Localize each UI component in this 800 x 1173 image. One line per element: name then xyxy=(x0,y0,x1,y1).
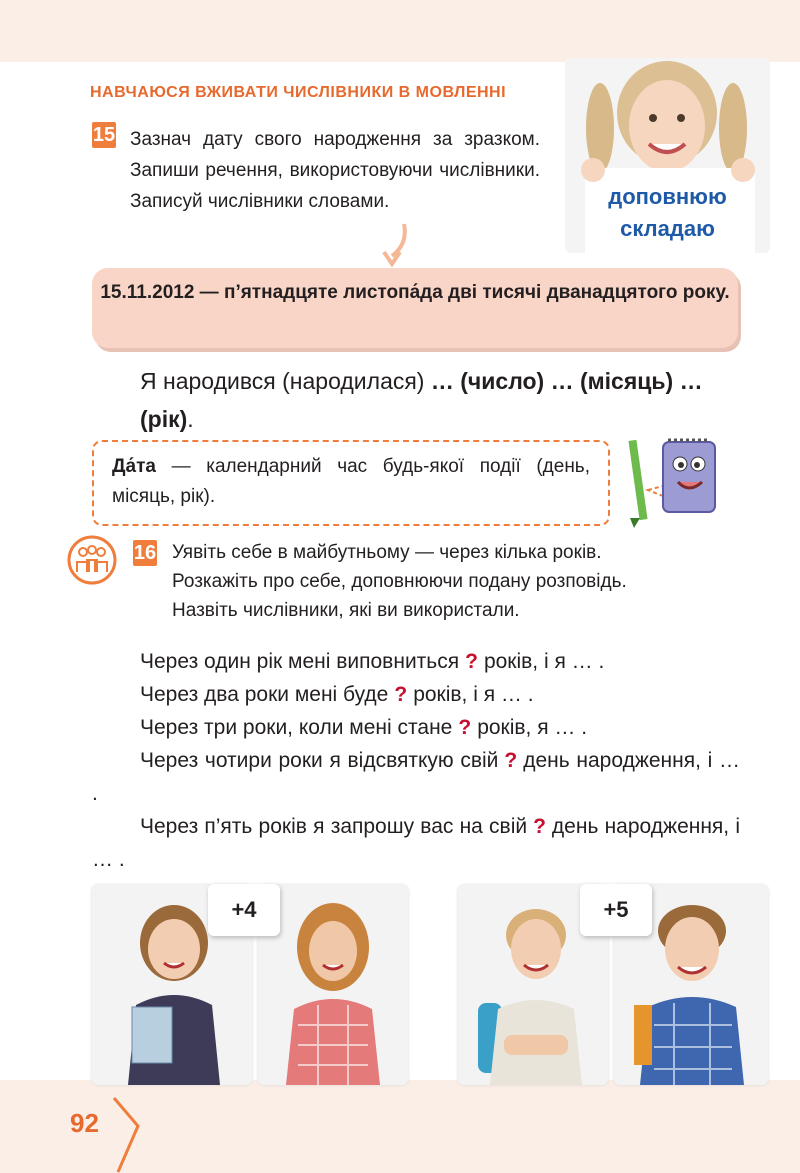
story-line-4-end: день народження, і … . xyxy=(92,749,740,805)
task-16-line-1: Уявіть себе в майбутньому — через кілька років. xyxy=(172,542,602,563)
notebook-mascot-icon xyxy=(608,432,728,528)
task-16-number: 16 xyxy=(133,542,157,564)
page-corner-decoration-icon xyxy=(108,1096,142,1173)
example-date: 15.11.2012 xyxy=(100,282,195,303)
story-line-2-end: років, і я … . xyxy=(413,683,534,706)
story-line-4 xyxy=(92,744,740,810)
story-text xyxy=(92,645,740,876)
story-line-4-start: Через чотири роки я відсвяткую свій xyxy=(140,749,499,772)
task-16-text xyxy=(172,538,742,625)
section-title: НАВЧАЮСЯ ВЖИВАТИ ЧИСЛІВНИКИ В МОВЛЕННІ xyxy=(90,84,507,101)
girl-card-caption-2: складаю xyxy=(620,216,715,241)
question-mark-icon: ? xyxy=(504,749,518,772)
story-line-1-end: років, і я … . xyxy=(483,650,605,673)
question-mark-icon: ? xyxy=(458,716,472,739)
example-text xyxy=(92,278,738,308)
story-line-2-start: Через два роки мені буде xyxy=(140,683,389,706)
age-plus-tag-right: +5 xyxy=(580,884,652,936)
story-line-2 xyxy=(92,678,740,711)
age-plus-tag-left: +4 xyxy=(208,884,280,936)
story-line-5 xyxy=(92,810,740,876)
task-16-line-2: Розкажіть про себе, доповнюючи подану розповідь. xyxy=(172,571,627,592)
page-number: 92 xyxy=(70,1108,99,1138)
question-mark-icon: ? xyxy=(533,815,546,838)
question-mark-icon: ? xyxy=(394,683,408,706)
story-line-3-end: років, я … . xyxy=(477,716,588,739)
question-mark-icon: ? xyxy=(465,650,478,673)
curved-arrow-icon xyxy=(378,222,414,268)
task-16-line-3: Назвіть числівники, які ви використали. xyxy=(172,600,520,621)
girl-card-caption-1: доповнюю xyxy=(608,184,727,209)
task-15-number: 15 xyxy=(92,124,116,146)
template-sentence xyxy=(140,362,740,438)
sentence-end: . xyxy=(187,406,194,432)
example-words: — п’ятнадцяте листопа́да дві тисячі дванадцятого року. xyxy=(194,282,730,303)
top-band xyxy=(0,0,800,62)
definition-text xyxy=(112,452,590,512)
girl-in-plaid-shirt-image xyxy=(258,885,408,1085)
sentence-blanks: … (число) … (місяць) … (рік) xyxy=(140,368,703,432)
definition-term: Да́та xyxy=(112,456,156,477)
sentence-plain: Я народився (народилася) xyxy=(140,368,431,394)
group-work-icon xyxy=(66,534,118,586)
story-line-5-start: Через п’ять років я запрошу вас на свій xyxy=(140,815,528,838)
story-line-3-start: Через три роки, коли мені стане xyxy=(140,716,453,739)
story-line-1 xyxy=(92,645,740,678)
story-line-3 xyxy=(92,711,740,744)
task-15-text: Зазнач дату свого народження за зразком. Запиши речення, використовуючи числівники. Записуй числівники словами. xyxy=(130,129,540,212)
photo-girl-older xyxy=(258,885,408,1085)
story-line-1-start: Через один рік мені виповниться xyxy=(140,650,460,673)
definition-body: — календарний час будь-якої події (день, місяць, рік). xyxy=(112,456,590,507)
story-line-5-end: день народження, і … . xyxy=(92,815,741,871)
girl-illustration-card xyxy=(565,58,770,253)
